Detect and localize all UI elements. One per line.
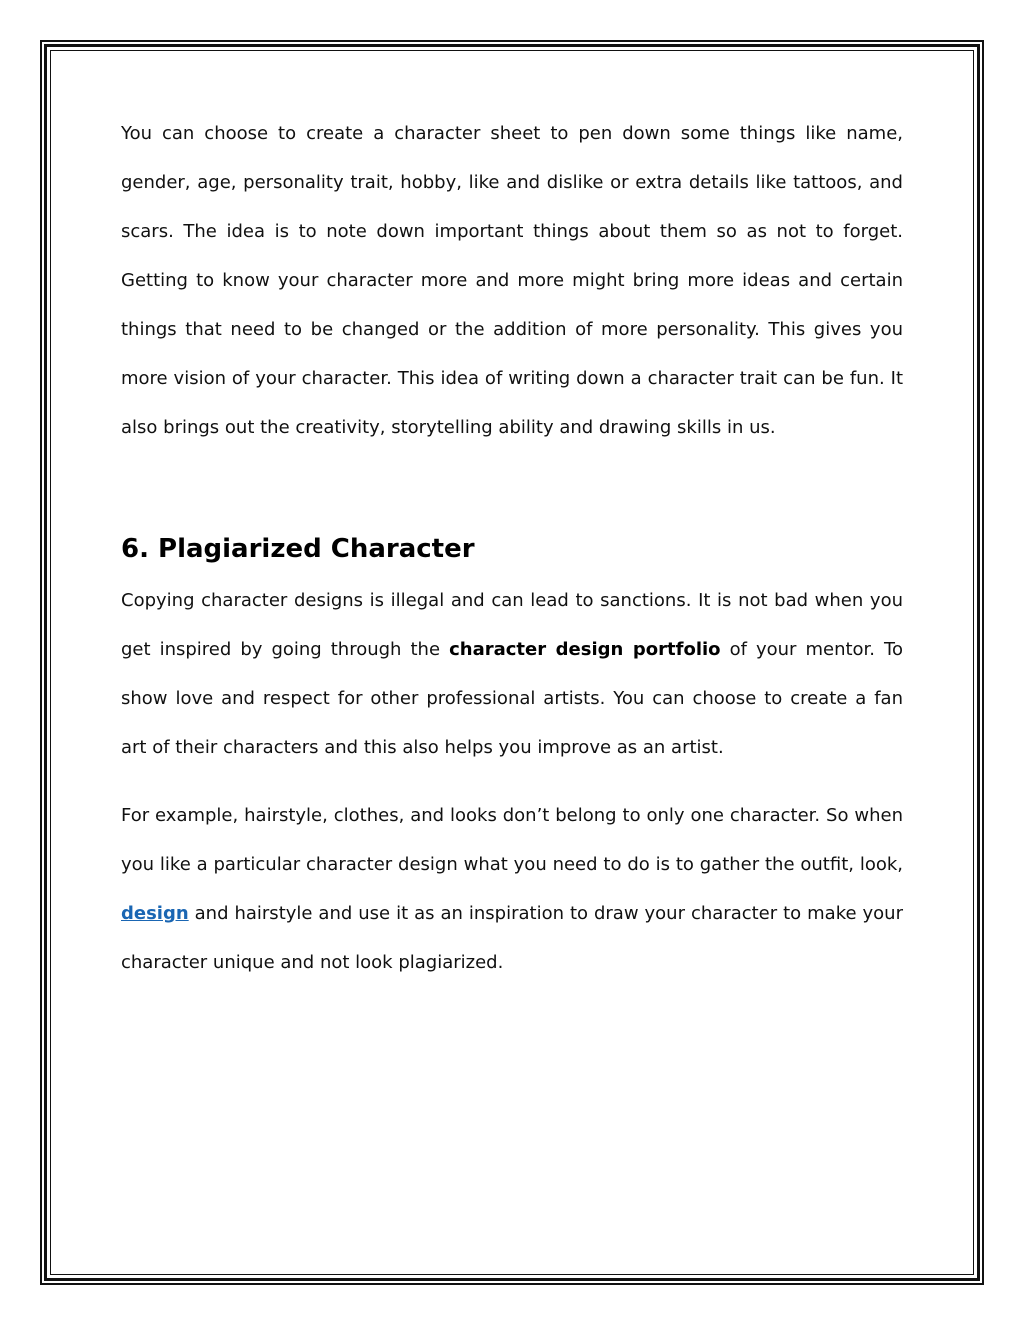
paragraph-spacer <box>121 772 903 791</box>
bold-phrase-portfolio: character design portfolio <box>449 639 721 660</box>
paragraph-copying-text-start: Copying character designs is illegal and can lead to sanctions. It is not bad when you get inspired by going through the <box>121 590 903 660</box>
paragraph-example-text-start: For example, hairstyle, clothes, and looks don’t belong to only one character. So when you like a particular character design what you need to do is to gather the outfit, look, <box>121 805 903 875</box>
paragraph-character-sheet: You can choose to create a character sheet to pen down some things like name, gender, age, personality trait, hobby, like and dislike or extra details like tattoos, and scars. The idea is to note down important things about them so as not to forget. Getting to know your character more and more might bring more ideas and certain things that need to be changed or the addition of more personality. This gives you more vision of your character. This idea of writing down a character trait can be fun. It also brings out the creativity, storytelling ability and drawing skills in us. <box>121 123 903 438</box>
paragraph-example-text-end: and hairstyle and use it as an inspiration to draw your character to make your character unique and not look plagiarized. <box>121 903 903 973</box>
document-content <box>121 109 903 987</box>
section-spacer <box>121 452 903 524</box>
section-heading: 6. Plagiarized Character <box>121 534 475 564</box>
paragraph-example <box>121 791 903 987</box>
paragraph-copying-text-end: of your mentor. To show love and respect for other professional artists. You can choose to create a fan art of their characters and this also helps you improve as an artist. <box>121 639 904 758</box>
design-link[interactable]: design <box>121 903 189 924</box>
paragraph-copying-designs <box>121 576 903 772</box>
